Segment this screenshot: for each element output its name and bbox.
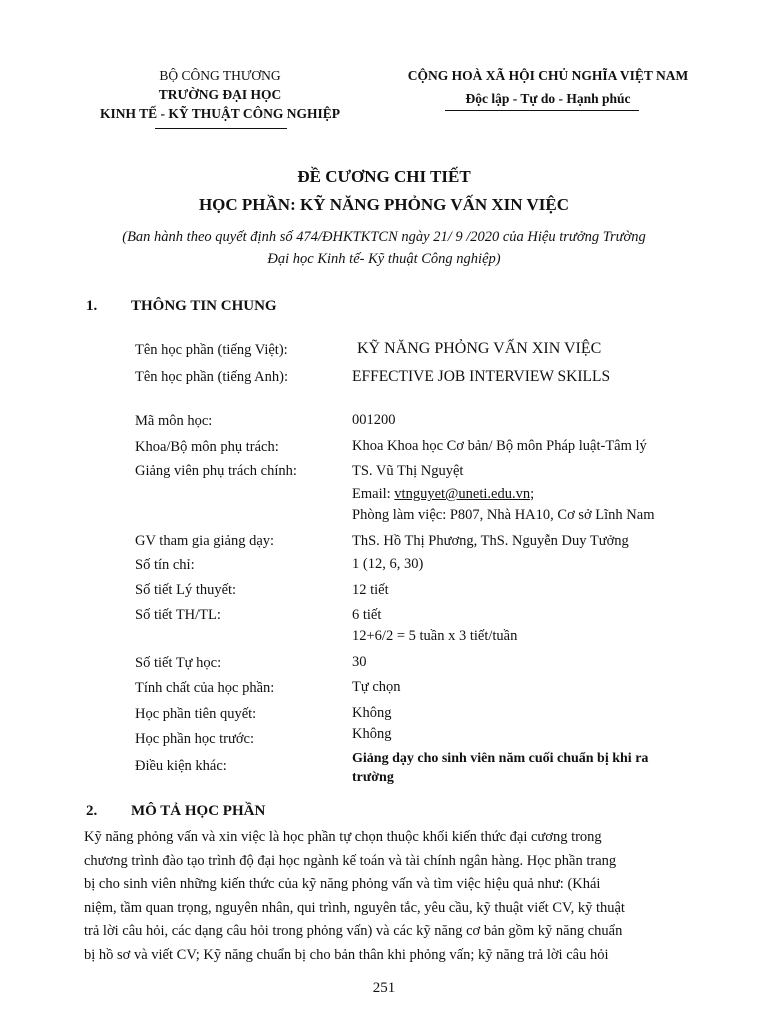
paragraph-line: Kỹ năng phỏng vấn và xin việc là học phần tự chọn thuộc khối kiến thức đại cương trong xyxy=(84,829,602,845)
value-code: 001200 xyxy=(352,412,396,428)
decree-line1: (Ban hành theo quyết định số 474/ĐHKTKTCN ngày 21/ 9 /2020 của Hiệu trưởng Trường xyxy=(122,229,646,245)
value-practice-calc: 12+6/2 = 5 tuần x 3 tiết/tuần xyxy=(352,628,518,644)
email-suffix: ; xyxy=(530,486,535,502)
section2-paragraph xyxy=(84,826,625,967)
header-left xyxy=(70,66,370,123)
label-credits: Số tín chỉ: xyxy=(135,557,195,573)
value-lecturer-office: Phòng làm việc: P807, Nhà HA10, Cơ sở Lĩnh Nam xyxy=(352,507,655,523)
ministry-name: BỘ CÔNG THƯƠNG xyxy=(159,68,281,83)
value-dept: Khoa Khoa học Cơ bản/ Bộ môn Pháp luật-Tâm lý xyxy=(352,438,647,454)
email-link[interactable]: vtnguyet@uneti.edu.vn xyxy=(394,486,531,502)
value-prerequisite: Không xyxy=(352,705,392,721)
label-name-vi: Tên học phần (tiếng Việt): xyxy=(135,342,288,358)
label-dept: Khoa/Bộ môn phụ trách: xyxy=(135,439,279,455)
label-nature: Tính chất của học phần: xyxy=(135,680,275,696)
value-self-study: 30 xyxy=(352,654,367,670)
header-right xyxy=(368,66,728,108)
paragraph-line: bị hồ sơ và viết CV; Kỹ năng chuẩn bị cho bản thân khi phỏng vấn; kỹ năng trả lời câu hỏi xyxy=(84,946,609,963)
label-name-en: Tên học phần (tiếng Anh): xyxy=(135,369,289,385)
value-lecturer-email-line xyxy=(352,486,534,503)
header-left-underline xyxy=(155,128,287,129)
value-nature: Tự chọn xyxy=(352,679,401,695)
value-other-line2: trường xyxy=(352,770,394,785)
value-practice: 6 tiết xyxy=(352,607,382,623)
national-motto: Độc lập - Tự do - Hạnh phúc xyxy=(465,91,631,106)
value-co-lecturers: ThS. Hồ Thị Phương, ThS. Nguyễn Duy Tưởng xyxy=(352,533,629,549)
paragraph-line: trả lời câu hỏi, các dạng câu hỏi trong phỏng vấn) và các kỹ năng cơ bản gồm kỹ năng chuẩn xyxy=(84,923,623,939)
value-lecturer-name: TS. Vũ Thị Nguyệt xyxy=(352,463,464,479)
label-other: Điều kiện khác: xyxy=(135,758,227,774)
section2-number: 2. xyxy=(86,803,98,819)
section1-number: 1. xyxy=(86,298,98,314)
course-title: HỌC PHẦN: KỸ NĂNG PHỎNG VẤN XIN VIỆC xyxy=(198,195,570,214)
motto-underline xyxy=(445,110,639,111)
value-previous: Không xyxy=(352,726,392,742)
label-prerequisite: Học phần tiên quyết: xyxy=(135,706,257,722)
school-name-line2: KINH TẾ - KỸ THUẬT CÔNG NGHIỆP xyxy=(99,106,341,121)
email-prefix: Email: xyxy=(352,486,395,502)
page-number: 251 xyxy=(372,980,396,996)
value-name-vi: KỸ NĂNG PHỎNG VẤN XIN VIỆC xyxy=(357,340,602,357)
decree-line2: Đại học Kinh tế- Kỹ thuật Công nghiệp) xyxy=(267,251,501,267)
label-co-lecturers: GV tham gia giảng dạy: xyxy=(135,533,275,549)
label-lecturer: Giảng viên phụ trách chính: xyxy=(135,463,297,479)
value-other-line1: Giảng dạy cho sinh viên năm cuối chuẩn bị khi ra xyxy=(352,751,649,766)
paragraph-line: bị cho sinh viên những kiến thức của kỹ năng phỏng vấn và tìm việc hiệu quả như: (Khái xyxy=(84,876,601,892)
document-title: ĐỀ CƯƠNG CHI TIẾT xyxy=(297,167,471,186)
value-name-en: EFFECTIVE JOB INTERVIEW SKILLS xyxy=(352,368,611,385)
paragraph-line: chương trình đào tạo trình độ đại học ngành kế toán và tài chính ngân hàng. Học phần trang xyxy=(84,852,617,869)
value-theory: 12 tiết xyxy=(352,582,389,598)
label-code: Mã môn học: xyxy=(135,413,213,429)
nation-name: CỘNG HOÀ XÃ HỘI CHỦ NGHĨA VIỆT NAM xyxy=(407,68,689,83)
value-credits: 1 (12, 6, 30) xyxy=(352,556,424,572)
label-practice: Số tiết TH/TL: xyxy=(135,607,221,623)
label-previous: Học phần học trước: xyxy=(135,731,255,747)
label-theory: Số tiết Lý thuyết: xyxy=(135,582,237,598)
section2-heading: MÔ TẢ HỌC PHẦN xyxy=(131,803,266,819)
paragraph-line: niệm, tầm quan trọng, nguyên nhân, qui trình, nguyên tắc, yêu cầu, kỹ thuật viết CV, kỹ thuật xyxy=(84,899,625,916)
school-name-line1: TRƯỜNG ĐẠI HỌC xyxy=(158,87,282,102)
section1-heading: THÔNG TIN CHUNG xyxy=(131,298,277,314)
label-self-study: Số tiết Tự học: xyxy=(135,655,222,671)
